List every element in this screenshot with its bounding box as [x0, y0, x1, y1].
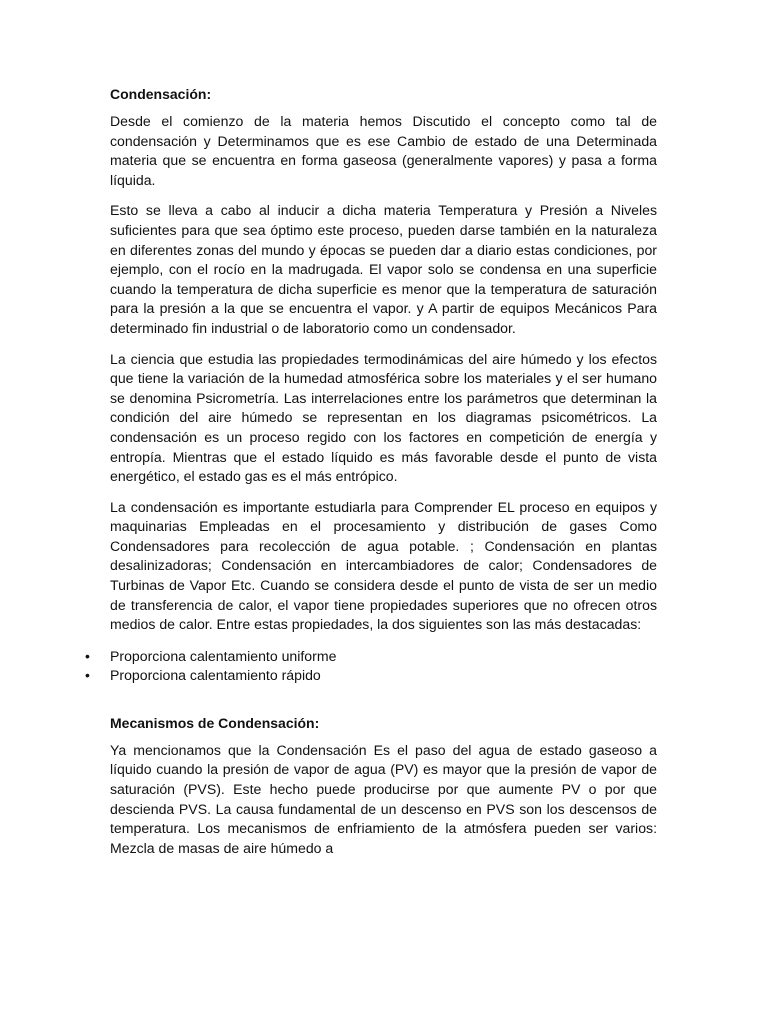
- paragraph-process: Esto se lleva a cabo al inducir a dicha materia Temperatura y Presión a Niveles suficientes para que sea óptimo este proceso, pueden darse también en la naturaleza en diferentes zonas del mundo y épocas se pueden dar a diario estas condiciones, por ejemplo, con el rocío en la madrugada. El vapor solo se condensa en una superficie cuando la temperatura de dicha superficie es menor que la temperatura de saturación para la presión a la que se encuentra el vapor. y A partir de equipos Mecánicos Para determinado fin industrial o de laboratorio como un condensador.: [110, 202, 657, 336]
- paragraph-intro: Desde el comienzo de la materia hemos Discutido el concepto como tal de condensación y Determinamos que es ese Cambio de estado de una Determinada materia que se encuentra en forma gaseosa (generalmente vapores) y pasa a forma líquida.: [110, 113, 657, 188]
- list-item: [85, 666, 657, 685]
- list-item-text: Proporciona calentamiento rápido: [110, 666, 321, 683]
- properties-bullet-list: [85, 647, 657, 685]
- document-page: [85, 85, 657, 869]
- bullet-icon: •: [85, 647, 90, 664]
- paragraph-mecanismos: Ya mencionamos que la Condensación Es el paso del agua de estado gaseoso a líquido cuando la presión de vapor de agua (PV) es mayor que la presión de vapor de saturación (PVS). Este hecho puede producirse por que aumente PV o por que descienda PVS. La causa fundamental de un descenso en PVS son los descensos de temperatura. Los mecanismos de enfriamiento de la atmósfera pueden ser varios: Mezcla de masas de aire húmedo a: [110, 741, 657, 856]
- paragraph-psicrometria: La ciencia que estudia las propiedades termodinámicas del aire húmedo y los efectos que tiene la variación de la humedad atmosférica sobre los materiales y el ser humano se denomina Psicrometría. Las interrelaciones entre los parámetros que determinan la condición del aire húmedo se representan en los diagramas psicométricos. La condensación es un proceso regido con los factores en competición de energía y entropía. Mientras que el estado líquido es más favorable desde el punto de vista energético, el estado gas es el más entrópico.: [110, 350, 657, 485]
- section-heading-condensacion: Condensación:: [110, 86, 212, 102]
- paragraph-importance: La condensación es importante estudiarla para Comprender EL proceso en equipos y maquinarias Empleadas en el procesamiento y distribución de gases Como Condensadores para recolección de agua potable. ; Condensación en plantas desalinizadoras; Condensación en intercambiadores de calor; Condensadores de Turbinas de Vapor Etc. Cuando se considera desde el punto de vista de ser un medio de transferencia de calor, el vapor tiene propiedades superiores que no ofrecen otros medios de calor. Entre estas propiedades, la dos siguientes son las más destacadas:: [110, 498, 657, 633]
- section-heading-mecanismos: Mecanismos de Condensación:: [110, 714, 320, 731]
- list-item: [85, 647, 657, 666]
- list-item-text: Proporciona calentamiento uniforme: [110, 647, 337, 664]
- bullet-icon: •: [85, 666, 90, 683]
